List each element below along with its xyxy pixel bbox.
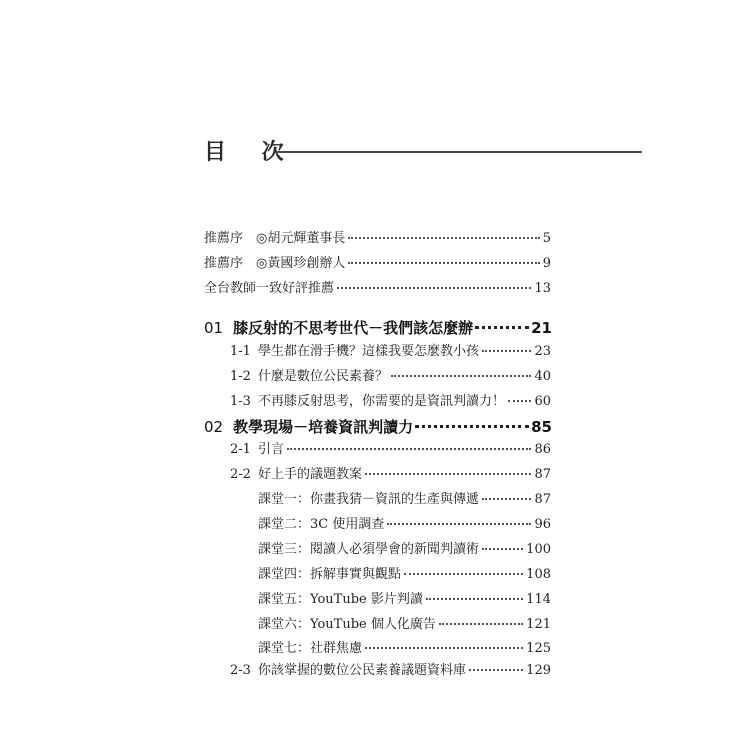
lesson-page: 100 [526, 542, 551, 557]
section-text: 好上手的議題教案 [257, 467, 362, 482]
heading-rule [276, 151, 642, 153]
toc-chapter-01[interactable] [204, 317, 552, 339]
dot-leader [426, 598, 523, 600]
lesson-page: 121 [526, 617, 551, 632]
lesson-page: 108 [526, 567, 551, 582]
entry-text: 全台教師一致好評推薦 [204, 281, 335, 296]
toc-lesson-1[interactable] [258, 490, 551, 510]
toc-entry-endorsements[interactable] [204, 279, 551, 299]
lesson-page: 125 [526, 641, 551, 656]
toc-lesson-6[interactable] [258, 615, 551, 635]
section-text: 你該掌握的數位公民素養議題資料庫 [257, 663, 466, 678]
chapter-title: 膝反射的不思考世代－我們該怎麼辦 [233, 319, 474, 337]
dot-leader [439, 623, 523, 625]
dot-leader [415, 425, 529, 428]
entry-text: 推薦序 ◎黃國珍創辦人 [204, 256, 346, 271]
dot-leader [348, 237, 539, 239]
lesson-text: 課堂二：3C 使用調查 [258, 517, 385, 532]
section-text: 不再膝反射思考，你需要的是資訊判讀力！ [257, 394, 505, 409]
entry-text: 推薦序 ◎胡元輝董事長 [204, 231, 346, 246]
dot-leader [387, 523, 531, 525]
toc-section-2-1[interactable] [230, 440, 551, 460]
section-page: 87 [534, 467, 551, 482]
dot-leader [482, 498, 531, 500]
lesson-page: 114 [526, 592, 551, 607]
lesson-text: 課堂一：你畫我猜－資訊的生產與傳遞 [258, 492, 480, 507]
toc-section-2-3[interactable] [230, 661, 551, 681]
toc-lesson-5[interactable] [258, 590, 551, 610]
chapter-number: 01 [204, 319, 224, 337]
section-text: 引言 [257, 442, 284, 457]
toc-entry-foreword-2[interactable] [204, 254, 551, 274]
lesson-text: 課堂六：YouTube 個人化廣告 [258, 617, 436, 632]
dot-leader [469, 669, 523, 671]
chapter-title: 教學現場－培養資訊判讀力 [233, 418, 414, 436]
section-number: 2-1 [230, 442, 251, 457]
toc-entry-foreword-1[interactable] [204, 229, 551, 249]
dot-leader [365, 647, 523, 649]
section-number: 2-3 [230, 663, 251, 678]
dot-leader [475, 326, 529, 329]
entry-page: 9 [542, 256, 551, 271]
entry-page: 13 [534, 281, 551, 296]
section-number: 1-2 [230, 369, 251, 384]
dot-leader [287, 448, 532, 450]
lesson-page: 96 [534, 517, 551, 532]
chapter-page: 85 [531, 418, 552, 436]
toc-lesson-4[interactable] [258, 565, 551, 585]
dot-leader [508, 400, 532, 402]
dot-leader [482, 350, 532, 352]
section-number: 2-2 [230, 467, 251, 482]
toc-lesson-7[interactable] [258, 639, 551, 659]
toc-lesson-2[interactable] [258, 515, 551, 535]
section-text: 學生都在滑手機？這樣我要怎麼教小孩 [257, 344, 479, 359]
dot-leader [337, 287, 531, 289]
dot-leader [365, 473, 532, 475]
toc-chapter-02[interactable] [204, 416, 552, 438]
section-number: 1-1 [230, 344, 251, 359]
toc-section-1-2[interactable] [230, 367, 551, 387]
toc-section-2-2[interactable] [230, 465, 551, 485]
section-text: 什麼是數位公民素養？ [257, 369, 388, 384]
section-page: 129 [526, 663, 551, 678]
lesson-text: 課堂五：YouTube 影片判讀 [258, 592, 423, 607]
dot-leader [482, 548, 523, 550]
section-page: 23 [534, 344, 551, 359]
lesson-text: 課堂七：社群焦慮 [258, 641, 363, 656]
section-page: 86 [534, 442, 551, 457]
toc-heading: 目 次 [204, 140, 298, 165]
dot-leader [404, 573, 523, 575]
lesson-page: 87 [534, 492, 551, 507]
toc-section-1-1[interactable] [230, 342, 551, 362]
chapter-number: 02 [204, 418, 224, 436]
lesson-text: 課堂三：閱讀人必須學會的新聞判讀術 [258, 542, 480, 557]
entry-page: 5 [542, 231, 551, 246]
dot-leader [391, 375, 532, 377]
section-page: 40 [534, 369, 551, 384]
toc-section-1-3[interactable] [230, 392, 551, 412]
chapter-page: 21 [531, 319, 552, 337]
section-number: 1-3 [230, 394, 251, 409]
lesson-text: 課堂四：拆解事實與觀點 [258, 567, 402, 582]
toc-lesson-3[interactable] [258, 540, 551, 560]
dot-leader [348, 262, 539, 264]
section-page: 60 [534, 394, 551, 409]
